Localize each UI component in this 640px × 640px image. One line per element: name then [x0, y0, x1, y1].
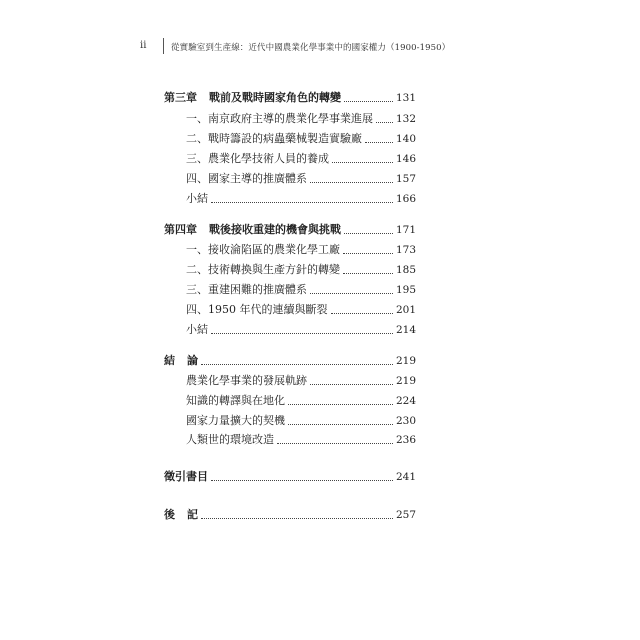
page-ref: 219 [395, 355, 416, 367]
page-ref: 219 [395, 375, 416, 387]
leader-dots [277, 442, 393, 444]
page-ref: 241 [395, 471, 416, 483]
leader-dots [201, 363, 393, 365]
running-title: 從實驗室到生產線：近代中國農業化學事業中的國家權力（1900-1950） [171, 43, 451, 53]
leader-dots [211, 332, 393, 334]
leader-dots [332, 161, 393, 163]
toc-section[interactable] [186, 242, 416, 258]
leader-dots [344, 100, 393, 102]
section-label: 國家力量擴大的契機 [186, 414, 285, 427]
page-ref: 230 [395, 415, 416, 427]
page-ref: 201 [395, 304, 416, 316]
page-header [140, 38, 560, 58]
toc-section[interactable] [186, 151, 416, 167]
toc-section[interactable] [186, 262, 416, 278]
toc-section[interactable] [186, 322, 416, 338]
section-label: 小結 [186, 323, 208, 336]
toc-conclusion[interactable] [164, 353, 416, 369]
page-ref: 131 [395, 92, 416, 104]
toc-section[interactable] [186, 111, 416, 127]
leader-dots [288, 403, 393, 405]
leader-dots [310, 181, 393, 183]
page-ref: 173 [395, 244, 416, 256]
leader-dots [201, 517, 393, 519]
page-ref: 132 [395, 113, 416, 125]
toc-section[interactable] [186, 413, 416, 429]
toc-section[interactable] [186, 282, 416, 298]
leader-dots [365, 141, 393, 143]
toc-section[interactable] [186, 171, 416, 187]
chapter-label: 徵引書目 [164, 470, 208, 483]
leader-dots [288, 423, 393, 425]
chapter-label: 第四章 戰後接收重建的機會與挑戰 [164, 223, 341, 236]
section-label: 三、農業化學技術人員的養成 [186, 152, 329, 165]
leader-dots [211, 479, 393, 481]
toc-section[interactable] [186, 432, 416, 448]
leader-dots [331, 312, 393, 314]
section-label: 二、技術轉換與生產方針的轉變 [186, 263, 340, 276]
toc-section[interactable] [186, 191, 416, 207]
toc-section[interactable] [186, 302, 416, 318]
section-label: 二、戰時籌設的病蟲藥械製造實驗廠 [186, 132, 362, 145]
section-label: 知識的轉譯與在地化 [186, 394, 285, 407]
section-label: 四、1950 年代的連續與斷裂 [186, 303, 328, 316]
page-number: ii [140, 40, 147, 51]
leader-dots [344, 232, 393, 234]
toc-chapter-3[interactable] [164, 90, 416, 106]
page-ref: 214 [395, 324, 416, 336]
section-label: 一、接收淪陷區的農業化學工廠 [186, 243, 340, 256]
page-ref: 236 [395, 434, 416, 446]
section-label: 小結 [186, 192, 208, 205]
toc-section[interactable] [186, 373, 416, 389]
page-ref: 157 [395, 173, 416, 185]
leader-dots [310, 383, 393, 385]
page-ref: 185 [395, 264, 416, 276]
leader-dots [343, 252, 393, 254]
chapter-label: 結 論 [164, 354, 198, 367]
section-label: 農業化學事業的發展軌跡 [186, 374, 307, 387]
page-ref: 171 [395, 224, 416, 236]
section-label: 四、國家主導的推廣體系 [186, 172, 307, 185]
leader-dots [211, 201, 393, 203]
header-divider [163, 38, 164, 54]
leader-dots [343, 272, 393, 274]
leader-dots [310, 292, 393, 294]
toc-section[interactable] [186, 393, 416, 409]
chapter-label: 第三章 戰前及戰時國家角色的轉變 [164, 91, 341, 104]
page-ref: 224 [395, 395, 416, 407]
leader-dots [376, 121, 393, 123]
toc-afterword[interactable] [164, 507, 416, 523]
section-label: 人類世的環境改造 [186, 433, 274, 446]
section-label: 三、重建困難的推廣體系 [186, 283, 307, 296]
toc-section[interactable] [186, 131, 416, 147]
section-label: 一、南京政府主導的農業化學事業進展 [186, 112, 373, 125]
chapter-label: 後 記 [164, 508, 198, 521]
page-ref: 166 [395, 193, 416, 205]
page-ref: 195 [395, 284, 416, 296]
page-ref: 257 [395, 509, 416, 521]
page-ref: 140 [395, 133, 416, 145]
toc-chapter-4[interactable] [164, 222, 416, 238]
toc-bibliography[interactable] [164, 469, 416, 485]
page-ref: 146 [395, 153, 416, 165]
